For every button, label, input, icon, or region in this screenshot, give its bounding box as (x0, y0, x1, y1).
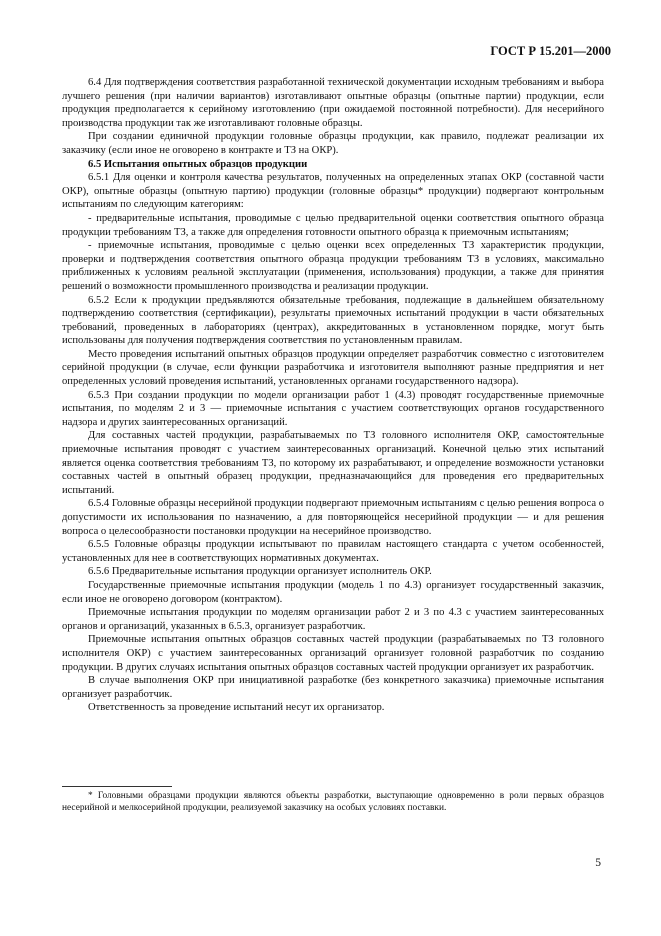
paragraph: Государственные приемочные испытания продукции (модель 1 по 4.3) организует государственный заказчик, если иное не оговорено договором (контрактом). (62, 579, 604, 605)
paragraph: 6.5.1 Для оценки и контроля качества результатов, полученных на определенных этапах ОКР (составной части ОКР), опытные образцы (опытную партию) продукции (головные образцы* продукции) подвергают контрольным испытаниям по следующим категориям: (62, 172, 604, 211)
paragraph: Место проведения испытаний опытных образцов продукции определяет разработчик совместно с изготовителем серийной продукции (в случае, если функции разработчика и изготовителя выполняют разные предприятия и нет определенных условий проведения испытаний, установленных органами государственного надзора). (62, 348, 604, 388)
paragraph: 6.4 Для подтверждения соответствия разработанной технической документации исходным требованиям и выбора лучшего решения (при наличии вариантов) изготавливают опытные образцы (опытные партии) продукции, если продукция предполагается к серийному изготовлению (при ожидаемой постоянной потребности). Для несерийного производства продукции так же изготавливают головные образцы. (62, 77, 604, 129)
paragraph: В случае выполнения ОКР при инициативной разработке (без конкретного заказчика) приемочные испытания организует разработчик. (62, 675, 604, 700)
paragraph: Ответственность за проведение испытаний несут их организатор. (88, 702, 385, 714)
paragraph: При создании единичной продукции головные образцы продукции, как правило, подлежат реализации их заказчику (если иное не оговорено в контракте и ТЗ на ОКР). (62, 131, 604, 156)
list-item: - предварительные испытания, проводимые с целью предварительной оценки соответствия опытного образца продукции требованиям ТЗ, а также для определения готовности опытного образца к приемочным испытаниям; (62, 212, 604, 238)
list-item: - приемочные испытания, проводимые с целью оценки всех определенных ТЗ характеристик продукции, проверки и подтверждения соответствия опытного образца продукции требованиям ТЗ в условиях, максимально приближенных к условиям реальной эксплуатации (применения, использования) продукции, а также для принятия решений о возможности промышленного производства и реализации продукции. (62, 240, 604, 292)
footnote-text: * Головными образцами продукции являются объекты разработки, выступающие одновременно в роли первых образцов несерийной и мелкосерийной продукции, реализуемой заказчику на особых условиях поставки. (62, 791, 604, 814)
page-number: 5 (595, 857, 601, 869)
paragraph: 6.5.2 Если к продукции предъявляются обязательные требования, подлежащие в дальнейшем обязательному подтверждению соответствия (сертификации), результаты приемочных испытаний продукции в части обязательных требований, проведенных в лабораториях (центрах), аккредитованных в установленном порядке, могут быть использованы для получения подтверждения соответствия по установленным правилам. (62, 294, 604, 347)
section-heading: 6.5 Испытания опытных образцов продукции (88, 158, 308, 170)
paragraph: 6.5.3 При создании продукции по модели организации работ 1 (4.3) проводят государственные приемочные испытания, по моделям 2 и 3 — приемочные испытания с участием соответствующих органов государственного надзора и других заинтересованных организаций. (62, 389, 604, 428)
paragraph: 6.5.6 Предварительные испытания продукции организует исполнитель ОКР. (88, 566, 432, 578)
footnote (62, 790, 604, 815)
footnote-divider (62, 786, 172, 787)
paragraph: 6.5.5 Головные образцы продукции испытывают по правилам настоящего стандарта с учетом особенностей, установленных для нее в соответствующих нормативных документах. (62, 539, 604, 564)
document-header: ГОСТ Р 15.201—2000 (490, 44, 611, 58)
paragraph: Приемочные испытания продукции по моделям организации работ 2 и 3 по 4.3 с участием заинтересованных органов и организаций, указанных в 6.5.3, организует разработчик. (62, 607, 604, 632)
paragraph: Для составных частей продукции, разрабатываемых по ТЗ головного исполнителя ОКР, самостоятельные приемочные испытания проводят с участием заинтересованных организаций. Конечной целью этих испытаний является оценка соответствия требованиям ТЗ, по которому их разрабатывают, и определение возможности установки составных частей в опытный образец продукции, предназначающийся для проведения его предварительных испытаний. (62, 430, 604, 496)
paragraph: Приемочные испытания опытных образцов составных частей продукции (разрабатываемых по ТЗ головного исполнителя ОКР) с участием заинтересованных организаций организует головной разработчик по созданию продукции. В других случаях испытания опытных образцов составных частей продукции организует их разработчик. (62, 634, 604, 673)
body-text (62, 76, 604, 715)
paragraph: 6.5.4 Головные образцы несерийной продукции подвергают приемочным испытаниям с целью решения вопроса о допустимости их использования по назначению, а для повторяющейся несерийной продукции — и для решения вопроса о целесообразности постановки продукции на несерийное производство. (62, 498, 604, 537)
